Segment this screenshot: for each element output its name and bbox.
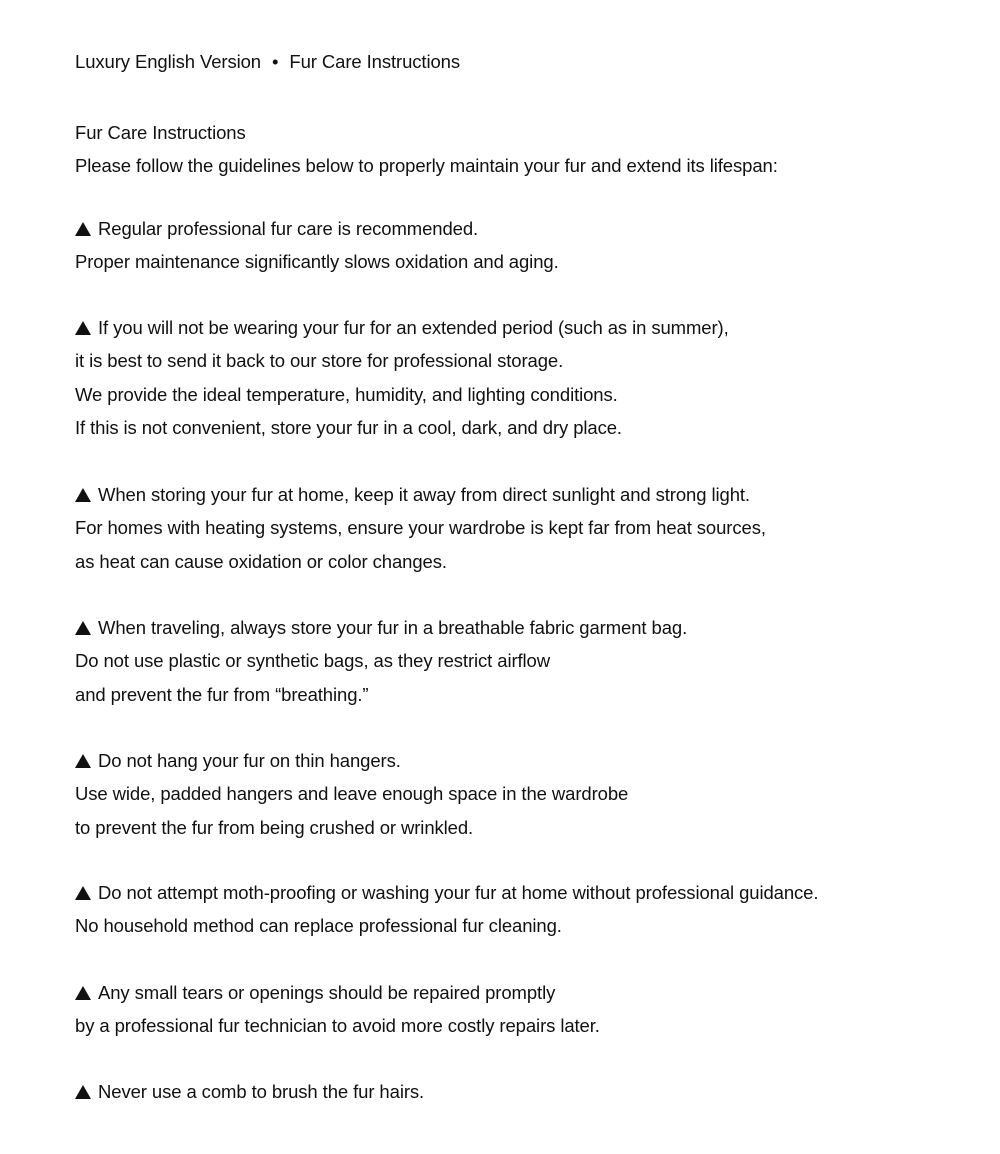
intro-heading: Fur Care Instructions [75,122,246,143]
version-label: Luxury English Version [75,51,261,72]
section-first-line [75,611,687,644]
section-line: Regular professional fur care is recommended. [98,218,479,239]
instruction-section [75,611,687,711]
section-line: When storing your fur at home, keep it away from direct sunlight and strong light. [98,484,750,505]
section-line: and prevent the fur from “breathing.” [75,683,369,705]
section-line: When traveling, always store your fur in a breathable fabric garment bag. [98,617,688,638]
intro-block [75,116,778,183]
section-line: Any small tears or openings should be repaired promptly [98,982,556,1003]
section-line: by a professional fur technician to avoid more costly repairs later. [75,1015,600,1037]
section-line: Use wide, padded hangers and leave enough space in the wardrobe [75,783,629,805]
header-title: Fur Care Instructions [289,51,461,72]
section-line: For homes with heating systems, ensure your wardrobe is kept far from heat sources, [75,517,766,539]
section-line: If you will not be wearing your fur for an extended period (such as in summer), [98,317,729,338]
intro-text: Please follow the guidelines below to properly maintain your fur and extend its lifespan: [75,155,778,177]
section-line: it is best to send it back to our store for professional storage. [75,350,564,372]
instruction-section [75,478,766,578]
section-line: to prevent the fur from being crushed or wrinkled. [75,816,474,838]
section-first-line [75,1075,424,1108]
triangle-bullet-icon [75,886,91,900]
section-line: If this is not convenient, store your fur in a cool, dark, and dry place. [75,416,622,438]
section-first-line [75,478,766,511]
triangle-bullet-icon [75,754,91,768]
section-line: No household method can replace professional fur cleaning. [75,915,562,937]
section-line: Do not hang your fur on thin hangers. [98,750,401,771]
triangle-bullet-icon [75,986,91,1000]
triangle-bullet-icon [75,1085,91,1099]
section-first-line [75,311,729,344]
section-line: Never use a comb to brush the fur hairs. [98,1081,425,1102]
section-line: as heat can cause oxidation or color changes. [75,550,447,572]
triangle-bullet-icon [75,321,91,335]
triangle-bullet-icon [75,488,91,502]
section-line: We provide the ideal temperature, humidity, and lighting conditions. [75,383,618,405]
section-first-line [75,212,559,245]
section-first-line [75,744,628,777]
section-line: Do not attempt moth-proofing or washing your fur at home without professional guidance. [98,882,819,903]
instruction-section [75,976,600,1043]
section-line: Proper maintenance significantly slows oxidation and aging. [75,251,559,273]
document-header [75,50,460,74]
triangle-bullet-icon [75,621,91,635]
section-first-line [75,976,600,1009]
instruction-section [75,212,559,279]
triangle-bullet-icon [75,222,91,236]
instruction-section [75,311,729,444]
instruction-section [75,744,628,844]
section-first-line [75,876,818,909]
instruction-section [75,876,818,943]
header-separator: • [272,51,279,72]
section-line: Do not use plastic or synthetic bags, as they restrict airflow [75,650,551,672]
instruction-section [75,1075,424,1108]
